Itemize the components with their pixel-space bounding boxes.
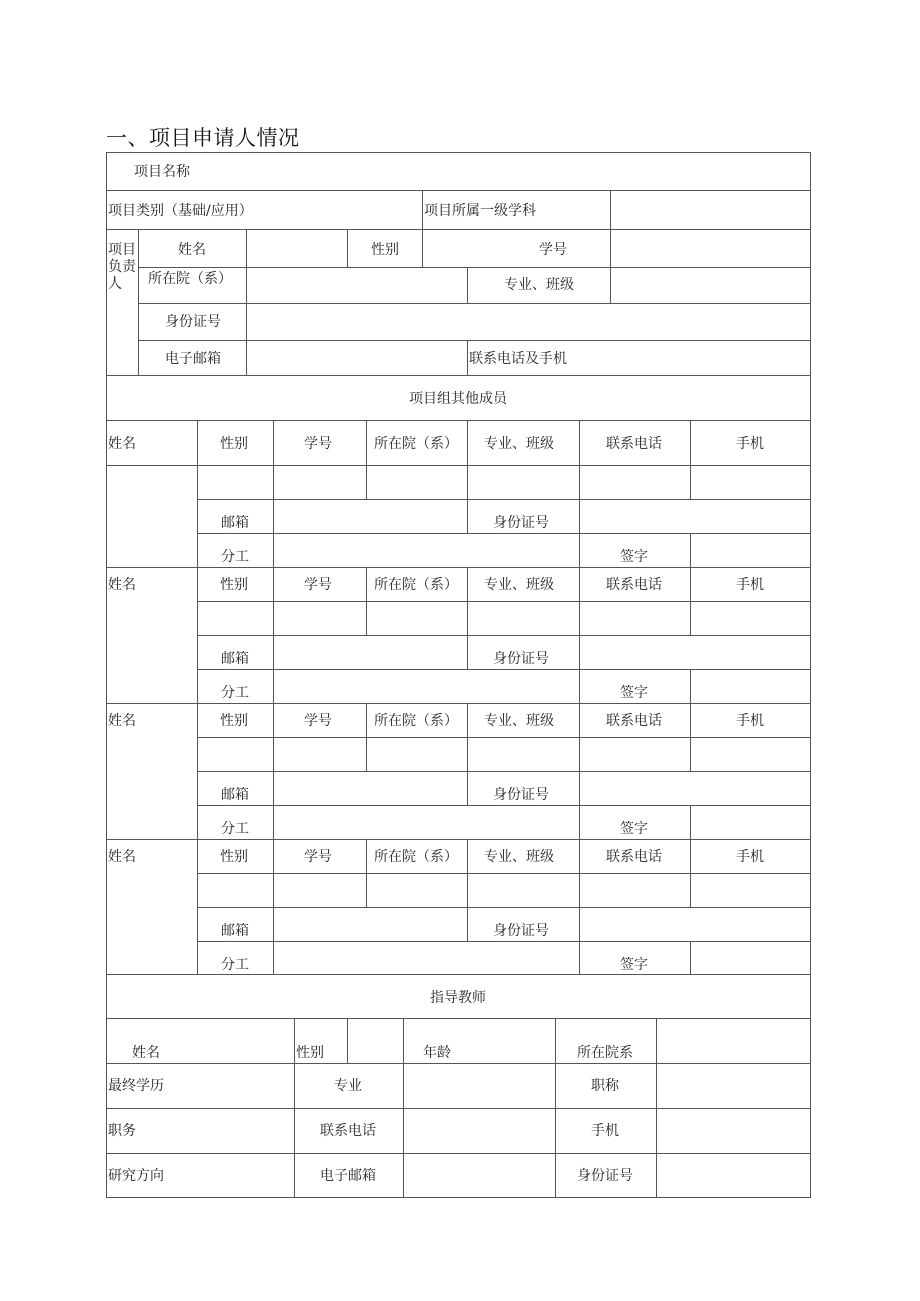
member-header-mobile: 手机 (736, 436, 764, 452)
advisor-age-label: 年龄 (423, 1045, 451, 1061)
member-field-input[interactable] (198, 466, 273, 499)
member-name-input[interactable] (107, 602, 197, 703)
member-email-input[interactable] (274, 636, 467, 669)
member-field-input[interactable] (468, 602, 579, 635)
member-header-name: 姓名 (108, 577, 136, 593)
table-rule (422, 190, 423, 230)
advisor-right-input[interactable] (657, 1154, 810, 1197)
advisor-gender-input[interactable] (348, 1019, 403, 1063)
member-header-student-id: 学号 (304, 577, 332, 593)
project-discipline-label: 项目所属一级学科 (424, 203, 536, 219)
table-rule (467, 267, 468, 304)
member-header-college: 所在院（系） (374, 713, 458, 729)
member-id-card-input[interactable] (580, 500, 810, 533)
member-header-mobile: 手机 (736, 713, 764, 729)
leader-college-input[interactable] (247, 268, 467, 303)
member-header-phone: 联系电话 (606, 849, 662, 865)
member-id-card-input[interactable] (580, 908, 810, 941)
member-header-gender: 性别 (220, 713, 248, 729)
member-id-card-label: 身份证号 (493, 923, 549, 939)
member-role-label: 分工 (221, 549, 249, 565)
table-rule (106, 420, 811, 421)
member-signature-input[interactable] (691, 670, 810, 703)
leader-gender-input[interactable] (423, 230, 610, 267)
member-signature-label: 签字 (620, 821, 648, 837)
leader-email-input[interactable] (247, 341, 467, 375)
member-signature-input[interactable] (691, 806, 810, 839)
member-name-input[interactable] (107, 874, 197, 974)
member-header-major-class: 专业、班级 (484, 849, 554, 865)
member-header-student-id: 学号 (304, 713, 332, 729)
member-field-input[interactable] (580, 874, 690, 907)
member-field-input[interactable] (691, 874, 810, 907)
advisor-right-input[interactable] (657, 1109, 810, 1153)
advisor-position-label: 职务 (108, 1123, 136, 1139)
member-field-input[interactable] (580, 738, 690, 771)
member-role-input[interactable] (274, 534, 579, 567)
advisor-major-label: 专业 (334, 1078, 362, 1094)
advisor-education-label: 最终学历 (108, 1078, 164, 1094)
table-rule (579, 669, 580, 704)
project-name-label: 项目名称 (134, 164, 190, 180)
member-field-input[interactable] (691, 466, 810, 499)
table-rule (106, 839, 811, 840)
member-email-input[interactable] (274, 500, 467, 533)
table-rule (106, 1197, 811, 1198)
table-rule (467, 771, 468, 806)
member-header-gender: 性别 (220, 849, 248, 865)
advisor-middle-input[interactable] (404, 1109, 555, 1153)
member-field-input[interactable] (468, 738, 579, 771)
table-rule (106, 375, 811, 376)
member-field-input[interactable] (367, 738, 467, 771)
table-rule (106, 567, 811, 568)
table-rule (467, 499, 468, 534)
advisor-college-label: 所在院系 (577, 1045, 633, 1061)
member-field-input[interactable] (468, 466, 579, 499)
member-field-input[interactable] (198, 602, 273, 635)
advisor-middle-input[interactable] (404, 1064, 555, 1108)
project-category-label: 项目类别（基础/应用） (108, 203, 253, 219)
advisor-college-input[interactable] (657, 1019, 810, 1063)
member-header-college: 所在院（系） (374, 436, 458, 452)
member-header-name: 姓名 (108, 436, 136, 452)
member-field-input[interactable] (198, 738, 273, 771)
leader-major-class-input[interactable] (611, 268, 810, 303)
member-email-label: 邮箱 (221, 787, 249, 803)
leader-student-id-input[interactable] (611, 230, 810, 267)
member-email-input[interactable] (274, 908, 467, 941)
member-name-input[interactable] (107, 738, 197, 839)
member-header-gender: 性别 (220, 436, 248, 452)
member-field-input[interactable] (274, 738, 366, 771)
member-header-name: 姓名 (108, 849, 136, 865)
advisor-id-card-label: 身份证号 (577, 1168, 633, 1184)
table-rule (197, 839, 198, 975)
member-header-major-class: 专业、班级 (484, 577, 554, 593)
member-role-label: 分工 (221, 685, 249, 701)
advisor-title-label: 职称 (591, 1078, 619, 1094)
member-signature-input[interactable] (691, 534, 810, 567)
member-email-label: 邮箱 (221, 923, 249, 939)
table-rule (467, 907, 468, 942)
member-field-input[interactable] (367, 466, 467, 499)
member-header-major-class: 专业、班级 (484, 713, 554, 729)
leader-major-class-label: 专业、班级 (504, 277, 574, 293)
member-role-label: 分工 (221, 957, 249, 973)
table-rule (555, 1018, 556, 1198)
member-field-input[interactable] (580, 602, 690, 635)
table-rule (106, 974, 811, 975)
table-rule (579, 805, 580, 840)
advisor-left-input[interactable] (107, 1064, 294, 1108)
table-rule (138, 340, 811, 341)
table-rule (467, 635, 468, 670)
member-field-input[interactable] (274, 466, 366, 499)
member-id-card-input[interactable] (580, 772, 810, 805)
advisor-section-title: 指导教师 (430, 990, 486, 1006)
leader-gender-label: 性别 (371, 242, 399, 258)
member-field-input[interactable] (367, 874, 467, 907)
member-header-college: 所在院（系） (374, 849, 458, 865)
member-signature-label: 签字 (620, 685, 648, 701)
table-rule (197, 567, 198, 704)
member-id-card-input[interactable] (580, 636, 810, 669)
advisor-name-label: 姓名 (132, 1045, 160, 1061)
member-header-name: 姓名 (108, 713, 136, 729)
advisor-email-label: 电子邮箱 (320, 1168, 376, 1184)
member-field-input[interactable] (198, 874, 273, 907)
member-role-input[interactable] (274, 942, 579, 974)
member-header-phone: 联系电话 (606, 713, 662, 729)
member-email-label: 邮箱 (221, 651, 249, 667)
member-id-card-label: 身份证号 (493, 651, 549, 667)
leader-student-id-label: 学号 (539, 242, 567, 258)
table-rule (347, 229, 348, 268)
member-field-input[interactable] (468, 874, 579, 907)
member-role-input[interactable] (274, 806, 579, 839)
member-id-card-label: 身份证号 (493, 787, 549, 803)
member-header-gender: 性别 (220, 577, 248, 593)
leader-section-label: 项目负责人 (108, 242, 136, 292)
leader-contact-label: 联系电话及手机 (469, 351, 567, 367)
table-rule (579, 941, 580, 975)
table-rule (197, 703, 198, 840)
member-header-college: 所在院（系） (374, 577, 458, 593)
leader-name-input[interactable] (247, 230, 347, 267)
member-header-mobile: 手机 (736, 849, 764, 865)
leader-id-card-label: 身份证号 (165, 314, 221, 330)
project-name-input[interactable] (107, 153, 810, 190)
member-field-input[interactable] (691, 602, 810, 635)
member-signature-label: 签字 (620, 549, 648, 565)
section-heading: 一、项目申请人情况 (106, 126, 300, 150)
member-header-student-id: 学号 (304, 436, 332, 452)
member-id-card-label: 身份证号 (493, 515, 549, 531)
table-rule (467, 340, 468, 376)
table-rule (106, 703, 811, 704)
member-header-phone: 联系电话 (606, 577, 662, 593)
advisor-middle-input[interactable] (404, 1154, 555, 1197)
advisor-right-input[interactable] (657, 1064, 810, 1108)
leader-id-card-input[interactable] (247, 304, 810, 340)
member-signature-label: 签字 (620, 957, 648, 973)
table-rule (294, 1018, 295, 1198)
member-role-input[interactable] (274, 670, 579, 703)
member-field-input[interactable] (691, 738, 810, 771)
member-header-major-class: 专业、班级 (484, 436, 554, 452)
members-section-title: 项目组其他成员 (409, 391, 507, 407)
table-rule (579, 533, 580, 568)
table-rule (138, 229, 139, 376)
member-header-mobile: 手机 (736, 577, 764, 593)
advisor-research-label: 研究方向 (108, 1168, 164, 1184)
advisor-phone-label: 联系电话 (320, 1123, 376, 1139)
leader-college-label: 所在院（系） (148, 271, 232, 287)
member-field-input[interactable] (274, 602, 366, 635)
member-field-input[interactable] (274, 874, 366, 907)
member-role-label: 分工 (221, 821, 249, 837)
member-email-input[interactable] (274, 772, 467, 805)
member-field-input[interactable] (580, 466, 690, 499)
member-header-phone: 联系电话 (606, 436, 662, 452)
discipline-input[interactable] (611, 191, 810, 229)
member-signature-input[interactable] (691, 942, 810, 974)
member-name-input[interactable] (107, 466, 197, 567)
advisor-gender-label: 性别 (296, 1045, 324, 1061)
advisor-left-input[interactable] (107, 1154, 294, 1197)
member-field-input[interactable] (367, 602, 467, 635)
leader-name-label: 姓名 (178, 242, 206, 258)
leader-email-label: 电子邮箱 (165, 351, 221, 367)
member-email-label: 邮箱 (221, 515, 249, 531)
advisor-mobile-label: 手机 (591, 1123, 619, 1139)
member-header-student-id: 学号 (304, 849, 332, 865)
advisor-left-input[interactable] (107, 1109, 294, 1153)
table-rule (810, 152, 811, 1198)
